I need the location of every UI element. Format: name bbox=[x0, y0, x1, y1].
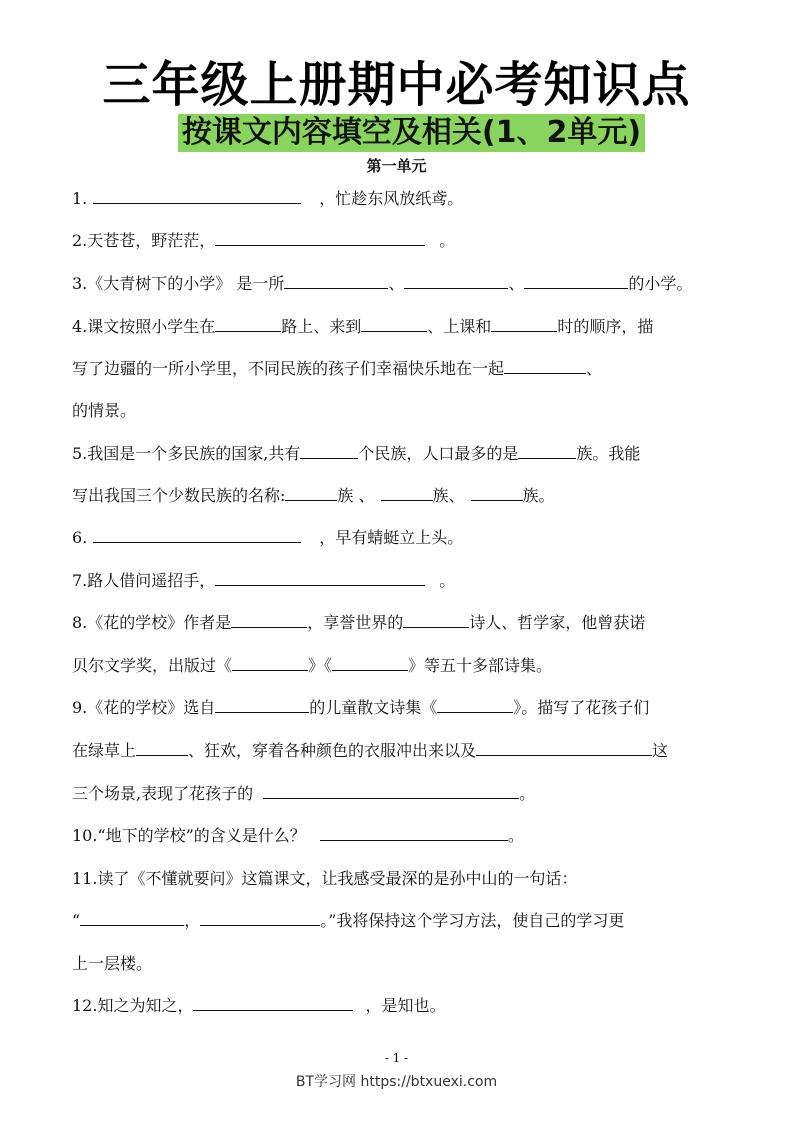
q5-text-c: 族。我能 bbox=[576, 444, 641, 463]
q8-text-b: ，享誉世界的 bbox=[307, 613, 404, 632]
q9-text-g: 三个场景,表现了花孩子的 bbox=[72, 784, 254, 803]
q4-blank-1[interactable] bbox=[215, 317, 281, 332]
question-9-line-1 bbox=[72, 697, 649, 719]
q3-blank-3[interactable] bbox=[524, 274, 628, 289]
question-5-line-2 bbox=[72, 485, 555, 507]
q5-blank-3[interactable] bbox=[285, 486, 337, 501]
subtitle-banner bbox=[0, 114, 793, 152]
q11-text-d: 。”我将保持这个学习方法，使自己的学习更 bbox=[320, 911, 625, 930]
q5-text-f: 族、 bbox=[432, 486, 465, 505]
q3-blank-2[interactable] bbox=[404, 274, 508, 289]
q7-end: 。 bbox=[439, 571, 456, 590]
q6-text: ，早有蜻蜓立上头。 bbox=[319, 528, 464, 547]
q6-blank[interactable] bbox=[93, 528, 301, 543]
q12-end: ，是知也。 bbox=[365, 996, 446, 1015]
question-10 bbox=[72, 825, 524, 847]
question-8-line-1 bbox=[72, 612, 645, 634]
page-number: - 1 - bbox=[384, 1051, 409, 1065]
q9-text-e: 、狂欢，穿着各种颜色的衣服冲出来以及 bbox=[188, 741, 477, 760]
footer-site-link[interactable]: BT学习网 https://btxuexi.com bbox=[295, 1074, 498, 1090]
q5-text-a: 5.我国是一个多民族的国家,共有 bbox=[72, 444, 301, 463]
q9-text-d: 在绿草上 bbox=[72, 741, 137, 760]
q11-blank-2[interactable] bbox=[200, 911, 320, 926]
q8-text-e: 》《 bbox=[308, 656, 333, 675]
section-heading: 第一单元 bbox=[366, 157, 427, 175]
q5-blank-4[interactable] bbox=[381, 486, 433, 501]
q1-number: 1. bbox=[72, 189, 88, 208]
q5-text-g: 族。 bbox=[522, 486, 555, 505]
q4-blank-4[interactable] bbox=[504, 359, 586, 374]
question-9-line-3 bbox=[72, 783, 535, 805]
q5-blank-1[interactable] bbox=[300, 444, 358, 459]
q9-blank-3[interactable] bbox=[136, 741, 188, 756]
q9-text-a: 9.《花的学校》选自 bbox=[72, 698, 216, 717]
q11-text-b: “ bbox=[72, 911, 81, 930]
question-11-line-1 bbox=[72, 868, 577, 890]
q4-text-d: 时的顺序，描 bbox=[557, 317, 654, 336]
question-1 bbox=[72, 188, 463, 210]
question-6 bbox=[72, 527, 463, 549]
question-12 bbox=[72, 995, 445, 1017]
q9-blank-1[interactable] bbox=[215, 698, 309, 713]
q4-text-e: 写了边疆的一所小学里，不同民族的孩子们幸福快乐地在一起 bbox=[72, 359, 505, 378]
question-11-line-2 bbox=[72, 910, 624, 932]
q3-text: 3.《大青树下的小学》 是一所 bbox=[72, 274, 285, 293]
q4-blank-2[interactable] bbox=[361, 317, 427, 332]
subtitle: 按课文内容填空及相关(1、2单元) bbox=[178, 114, 645, 152]
q4-text-b: 路上、来到 bbox=[281, 317, 362, 336]
question-8-line-2 bbox=[72, 655, 552, 677]
q9-text-b: 的儿童散文诗集《 bbox=[309, 698, 438, 717]
question-3 bbox=[72, 273, 692, 295]
question-11-line-3 bbox=[72, 953, 152, 975]
q9-text-f: 这 bbox=[652, 741, 669, 760]
q10-end: 。 bbox=[507, 826, 524, 845]
q12-blank[interactable] bbox=[193, 996, 353, 1011]
q5-blank-2[interactable] bbox=[518, 444, 576, 459]
q9-text-c: 》。描写了花孩子们 bbox=[513, 698, 650, 717]
q8-blank-2[interactable] bbox=[403, 613, 469, 628]
q2-blank[interactable] bbox=[215, 231, 425, 246]
q8-text-a: 8.《花的学校》作者是 bbox=[72, 613, 232, 632]
q3-sep-1: 、 bbox=[388, 274, 405, 293]
q7-blank[interactable] bbox=[215, 571, 425, 586]
q9-blank-2[interactable] bbox=[437, 698, 513, 713]
q8-text-f: 》等五十多部诗集。 bbox=[408, 656, 553, 675]
q4-text-c: 、上课和 bbox=[427, 317, 492, 336]
q4-text-g: 的情景。 bbox=[72, 401, 137, 420]
q5-blank-5[interactable] bbox=[471, 486, 523, 501]
question-7 bbox=[72, 570, 455, 592]
q4-text-a: 4.课文按照小学生在 bbox=[72, 317, 216, 336]
q11-text-a: 11.读了《不懂就要问》这篇课文，让我感受最深的是孙中山的一句话： bbox=[72, 869, 578, 888]
q5-text-b: 个民族，人口最多的是 bbox=[358, 444, 519, 463]
q8-blank-4[interactable] bbox=[332, 656, 408, 671]
q3-blank-1[interactable] bbox=[284, 274, 388, 289]
q8-text-c: 诗人、哲学家，他曾获诺 bbox=[469, 613, 646, 632]
q8-text-d: 贝尔文学奖，出版过《 bbox=[72, 656, 233, 675]
question-2 bbox=[72, 230, 455, 252]
q11-text-e: 上一层楼。 bbox=[72, 954, 153, 973]
question-5-line-1 bbox=[72, 443, 640, 465]
q3-end: 的小学。 bbox=[628, 274, 693, 293]
q6-number: 6. bbox=[72, 528, 88, 547]
q10-text: 10.“地下的学校”的含义是什么？ bbox=[72, 826, 306, 845]
question-4-line-3 bbox=[72, 400, 136, 422]
q9-blank-5[interactable] bbox=[263, 784, 519, 799]
q4-blank-3[interactable] bbox=[491, 317, 557, 332]
q11-text-c: ， bbox=[184, 911, 201, 930]
q7-text: 7.路人借问遥招手， bbox=[72, 571, 216, 590]
q1-text: ，忙趁东风放纸鸢。 bbox=[319, 189, 464, 208]
q3-sep-2: 、 bbox=[508, 274, 525, 293]
question-4-line-2 bbox=[72, 358, 602, 380]
q8-blank-1[interactable] bbox=[231, 613, 307, 628]
q2-text: 2.天苍苍，野茫茫， bbox=[72, 231, 216, 250]
q5-text-e: 族 、 bbox=[337, 486, 375, 505]
page-title: 三年级上册期中必考知识点 bbox=[102, 57, 691, 113]
q5-text-d: 写出我国三个少数民族的名称: bbox=[72, 486, 286, 505]
q9-blank-4[interactable] bbox=[476, 741, 652, 756]
q1-blank[interactable] bbox=[93, 189, 301, 204]
q11-blank-1[interactable] bbox=[80, 911, 184, 926]
q12-text: 12.知之为知之， bbox=[72, 996, 194, 1015]
q10-blank[interactable] bbox=[320, 826, 508, 841]
q9-text-h: 。 bbox=[519, 784, 536, 803]
q8-blank-3[interactable] bbox=[232, 656, 308, 671]
q4-text-f: 、 bbox=[586, 359, 603, 378]
question-4-line-1 bbox=[72, 316, 653, 338]
question-9-line-2 bbox=[72, 740, 668, 762]
q2-end: 。 bbox=[439, 231, 456, 250]
